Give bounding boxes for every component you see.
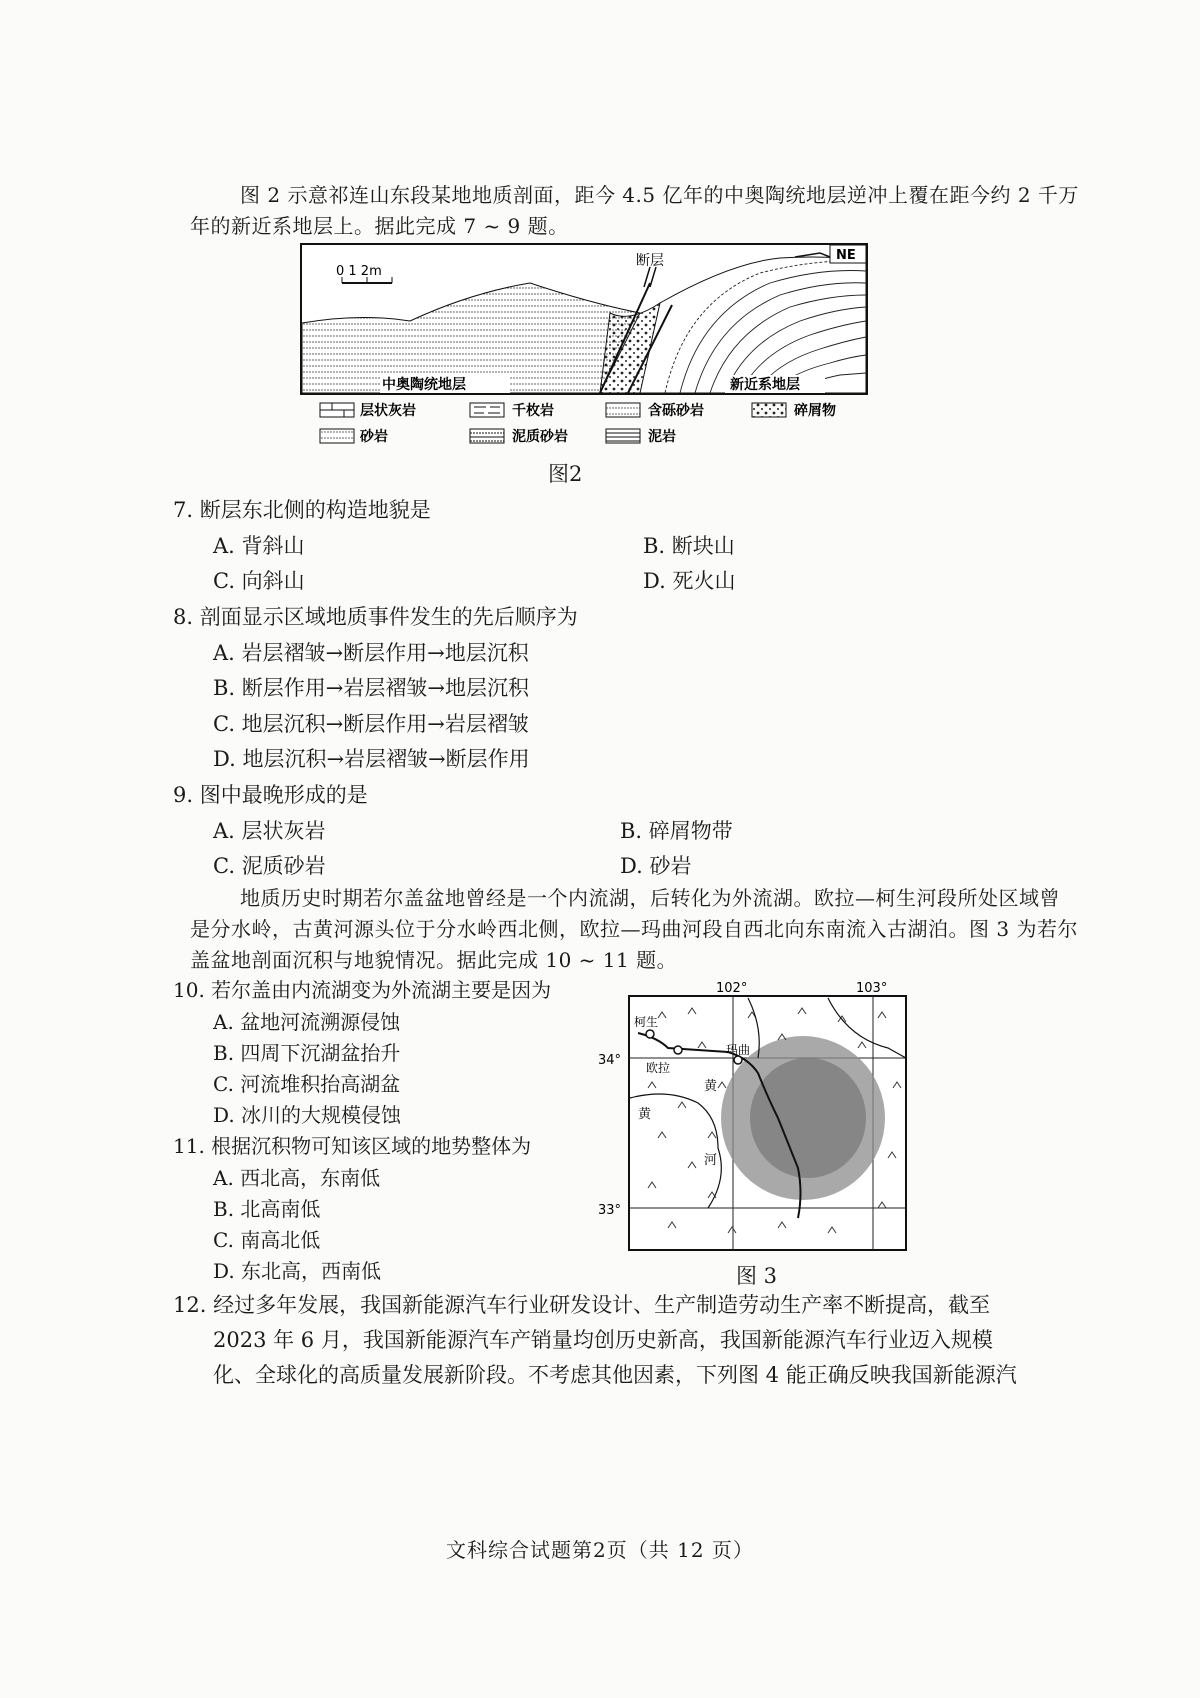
- place-maqu: 玛曲: [726, 1043, 751, 1057]
- q9-option-b: B. 碎屑物带: [620, 819, 733, 843]
- north-arrow-label: NE: [836, 248, 856, 263]
- q8-option-b: B. 断层作用→岩层褶皱→地层沉积: [213, 676, 529, 700]
- legend-label: 泥岩: [648, 429, 676, 445]
- lat-label-34: 34°: [598, 1053, 622, 1068]
- q11-option-b: B. 北高南低: [213, 1197, 321, 1221]
- legend-label: 层状灰岩: [360, 403, 416, 419]
- q8-option-c: C. 地层沉积→断层作用→岩层褶皱: [213, 712, 529, 736]
- legend-label: 砂岩: [360, 429, 388, 445]
- q7-option-d: D. 死火山: [643, 569, 736, 593]
- figure-2-geologic-section: [300, 243, 870, 453]
- place-kesheng: 柯生: [634, 1015, 659, 1029]
- legend-label: 含砾砂岩: [648, 403, 704, 419]
- lon-label-103: 103°: [856, 981, 888, 996]
- lat-label-33: 33°: [598, 1203, 622, 1218]
- legend: [320, 402, 836, 445]
- river-label-huang: 黄: [704, 1079, 718, 1094]
- q9-option-c: C. 泥质砂岩: [213, 854, 326, 878]
- scale-label: 0 1 2m: [336, 264, 382, 279]
- lon-label-102: 102°: [716, 981, 748, 996]
- q8-option-a: A. 岩层褶皱→断层作用→地层沉积: [213, 641, 529, 665]
- q11-option-d: D. 东北高，西南低: [213, 1259, 382, 1283]
- question-12-line-2: 2023 年 6 月，我国新能源汽车产销量均创历史新高，我国新能源汽车行业迈入规模: [213, 1328, 993, 1352]
- question-11-stem: 11. 根据沉积物可知该区域的地势整体为: [173, 1134, 532, 1158]
- question-9-stem: 9. 图中最晚形成的是: [173, 783, 368, 807]
- question-12-line-1: 12. 经过多年发展，我国新能源汽车行业研发设计、生产制造劳动生产率不断提高，截至: [173, 1293, 991, 1317]
- question-10-stem: 10. 若尔盖由内流湖变为外流湖主要是因为: [173, 978, 552, 1002]
- q10-option-c: C. 河流堆积抬高湖盆: [213, 1072, 401, 1096]
- q9-option-a: A. 层状灰岩: [213, 819, 326, 843]
- legend-label: 千枚岩: [512, 403, 554, 419]
- q10-option-a: A. 盆地河流溯源侵蚀: [213, 1010, 401, 1034]
- right-strata-label: 新近系地层: [730, 377, 800, 393]
- legend-label: 泥质砂岩: [512, 429, 568, 445]
- legend-label: 碎屑物: [794, 403, 836, 419]
- question-8-stem: 8. 剖面显示区域地质事件发生的先后顺序为: [173, 605, 578, 629]
- figure-3-caption: 图 3: [736, 1264, 778, 1288]
- q7-option-a: A. 背斜山: [213, 534, 305, 558]
- river-label-he: 河: [704, 1153, 718, 1168]
- q10-option-d: D. 冰川的大规模侵蚀: [213, 1103, 402, 1127]
- q11-option-c: C. 南高北低: [213, 1228, 321, 1252]
- page-footer: 文科综合试题第2页（共 12 页）: [446, 1538, 754, 1562]
- q7-option-b: B. 断块山: [643, 534, 735, 558]
- question-12-line-3: 化、全球化的高质量发展新阶段。不考虑其他因素，下列图 4 能正确反映我国新能源汽: [213, 1363, 1017, 1387]
- fault-label: 断层: [636, 253, 664, 269]
- q10-option-b: B. 四周下沉湖盆抬升: [213, 1041, 401, 1065]
- q9-option-d: D. 砂岩: [620, 854, 692, 878]
- intro-paragraph-7-9: 图 2 示意祁连山东段某地地质剖面，距今 4.5 亿年的中奥陶统地层逆冲上覆在距今约 2 千万年的新近系地层上。据此完成 7 ~ 9 题。: [190, 183, 1079, 238]
- river-label-huang-2: 黄: [638, 1107, 652, 1122]
- question-7-stem: 7. 断层东北侧的构造地貌是: [173, 498, 431, 522]
- figure-2-caption: 图2: [548, 462, 583, 486]
- intro-paragraph-10-11: 地质历史时期若尔盖盆地曾经是一个内流湖，后转化为外流湖。欧拉—柯生河段所处区域曾是分水岭，古黄河源头位于分水岭西北侧，欧拉—玛曲河段自西北向东南流入古湖泊。图 3 为若尔盖盆地剖面沉积与地貌情况。据此完成 10 ~ 11 题。: [190, 886, 1078, 972]
- left-strata-label: 中奥陶统地层: [382, 377, 466, 393]
- q11-option-a: A. 西北高，东南低: [213, 1166, 381, 1190]
- q7-option-c: C. 向斜山: [213, 569, 305, 593]
- figure-3-map: [598, 978, 918, 1258]
- q8-option-d: D. 地层沉积→岩层褶皱→断层作用: [213, 747, 530, 771]
- place-oula: 欧拉: [646, 1061, 671, 1075]
